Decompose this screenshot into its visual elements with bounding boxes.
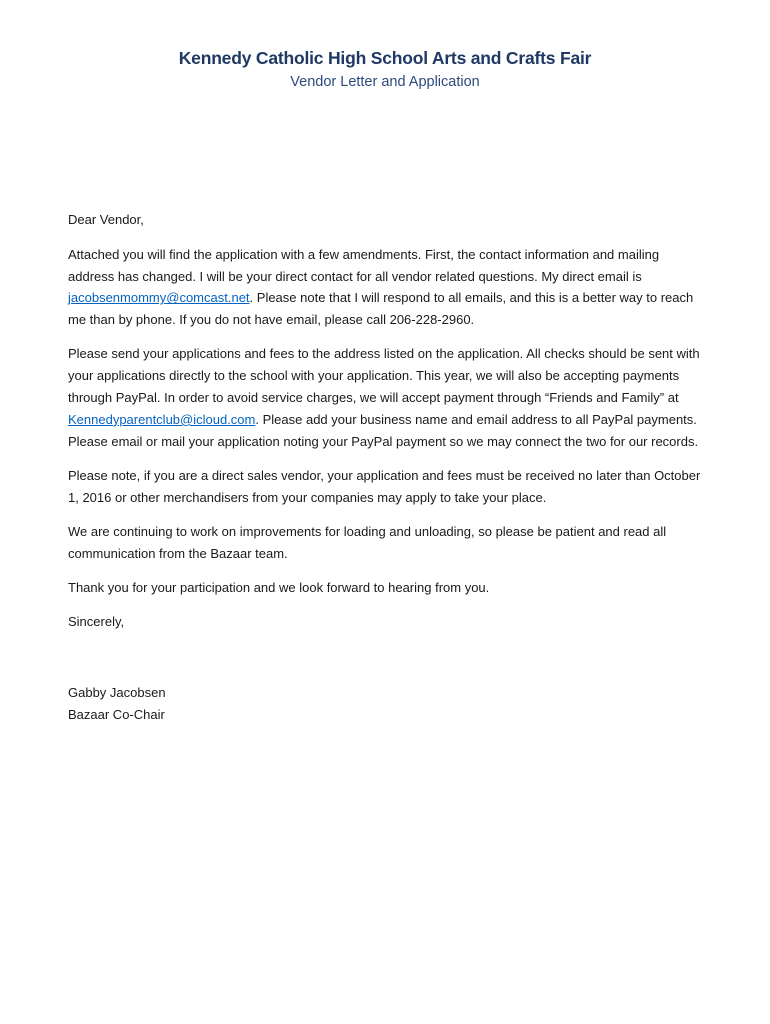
- document-title: Kennedy Catholic High School Arts and Crafts Fair: [178, 48, 592, 68]
- paragraph-deadline: Please note, if you are a direct sales vendor, your application and fees must be received no later than October 1, 2016 or other merchandisers from your companies may apply to take your place.: [68, 467, 701, 505]
- document-subtitle: Vendor Letter and Application: [290, 74, 480, 90]
- email-link-paypal[interactable]: Kennedyparentclub@icloud.com: [68, 411, 256, 427]
- email-link-contact[interactable]: jacobsenmommy@comcast.net: [68, 290, 250, 306]
- paragraph-payment: [68, 343, 708, 452]
- signature-title: Bazaar Co-Chair: [68, 706, 165, 722]
- paragraph-thanks: Thank you for your participation and we look forward to hearing from you.: [68, 580, 490, 596]
- letter-body: [68, 209, 708, 725]
- signature-block: [68, 682, 708, 726]
- signature-name: Gabby Jacobsen: [68, 684, 166, 700]
- signature-space: [68, 646, 708, 682]
- salutation: Dear Vendor,: [68, 212, 144, 227]
- paragraph-loading: We are continuing to work on improvements for loading and unloading, so please be patient and read all communication from the Bazaar team.: [68, 524, 667, 561]
- paragraph-contact: [68, 244, 708, 331]
- paragraph-payment-text-a: Please send your applications and fees to the address listed on the application. All checks should be sent with your applications directly to the school with your application. This year, we will also be accepting payments through PayPal. In order to avoid service charges, we will accept payment through “Friends and Family” at: [68, 346, 700, 406]
- paragraph-payment-text-b: . Please add your business name and email address to all PayPal payments. Please email or mail your application noting your PayPal payment so we may connect the two for our records.: [68, 411, 699, 449]
- closing: Sincerely,: [68, 614, 125, 630]
- paragraph-contact-text-b: . Please note that I will respond to all emails, and this is a better way to reach me than by phone. If you do not have email, please call 206-228-2960.: [68, 290, 694, 328]
- paragraph-contact-text-a: Attached you will find the application with a few amendments. First, the contact information and mailing address has changed. I will be your direct contact for all vendor related questions. My direct email is: [68, 246, 660, 284]
